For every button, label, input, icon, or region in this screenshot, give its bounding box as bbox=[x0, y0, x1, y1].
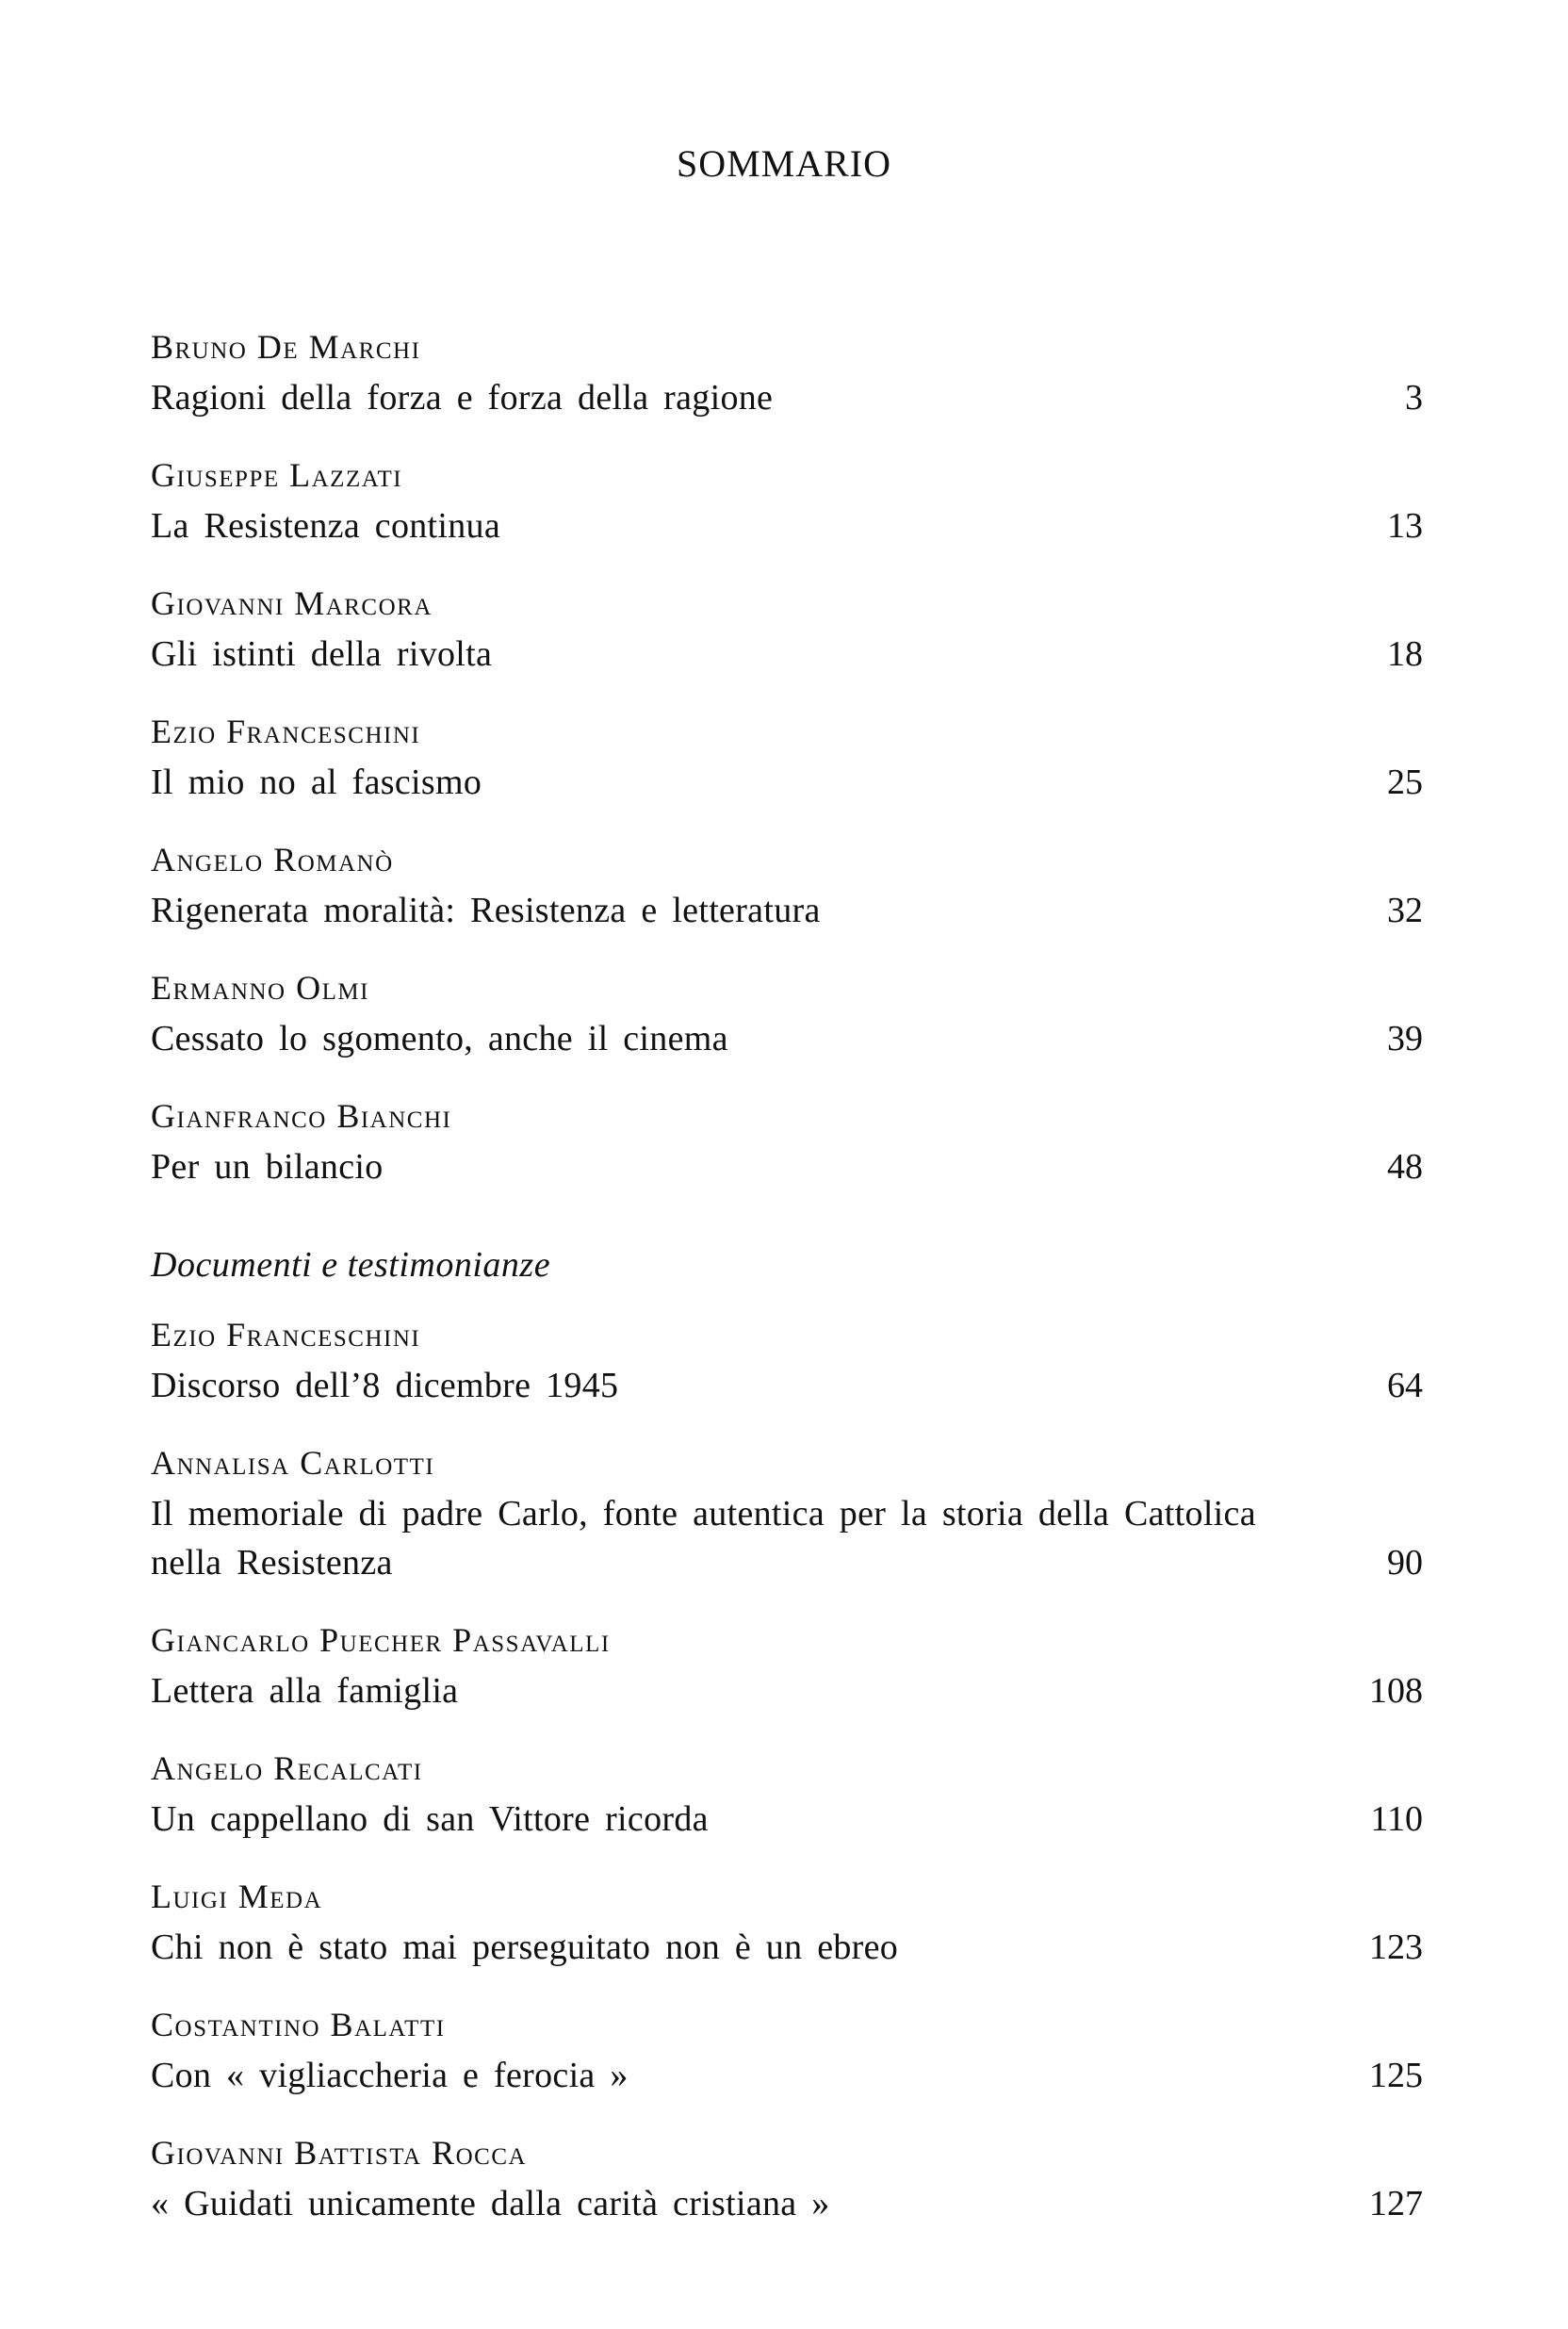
section-heading: Documenti e testimonianze bbox=[151, 1245, 551, 1285]
toc-entry bbox=[151, 1742, 1423, 1844]
entry-author: Giuseppe Lazzati bbox=[151, 456, 403, 494]
entry-title: Con « vigliaccheria e ferocia » bbox=[151, 2056, 629, 2095]
entry-title-row bbox=[151, 1489, 1423, 1587]
entry-title-row bbox=[151, 1795, 1423, 1844]
entry-author: Giancarlo Puecher Passavalli bbox=[151, 1621, 611, 1659]
toc-entry bbox=[151, 833, 1423, 935]
entry-page-number: 39 bbox=[1387, 1019, 1423, 1058]
toc-entry bbox=[151, 320, 1423, 422]
entry-title: Ragioni della forza e forza della ragione bbox=[151, 378, 774, 418]
toc-entry bbox=[151, 1998, 1423, 2100]
entry-page-number: 90 bbox=[1387, 1543, 1423, 1583]
entry-title-row bbox=[151, 758, 1423, 807]
entry-author: Gianfranco Bianchi bbox=[151, 1097, 452, 1135]
entry-title-row bbox=[151, 886, 1423, 935]
entry-title-row bbox=[151, 1142, 1423, 1191]
entry-title-row bbox=[151, 1014, 1423, 1063]
entry-title-row bbox=[151, 1361, 1423, 1410]
entry-author: Costantino Balatti bbox=[151, 2006, 446, 2043]
entry-author: Annalisa Carlotti bbox=[151, 1444, 435, 1482]
entry-title: Gli istinti della rivolta bbox=[151, 634, 493, 674]
toc-entry bbox=[151, 577, 1423, 679]
entry-title: Il mio no al fascismo bbox=[151, 763, 482, 802]
toc-entry bbox=[151, 705, 1423, 807]
entry-title: Cessato lo sgomento, anche il cinema bbox=[151, 1019, 728, 1058]
entry-title: Il memoriale di padre Carlo, fonte autentica per la storia della Cattolica nella Resistenza bbox=[151, 1494, 1256, 1583]
toc-entry bbox=[151, 1436, 1423, 1587]
entry-title-row bbox=[151, 2179, 1423, 2228]
entry-page-number: 123 bbox=[1369, 1927, 1423, 1967]
entry-author: Ermanno Olmi bbox=[151, 969, 369, 1007]
entry-title: Un cappellano di san Vittore ricorda bbox=[151, 1799, 709, 1839]
entry-author: Giovanni Battista Rocca bbox=[151, 2134, 528, 2172]
entry-author: Bruno De Marchi bbox=[151, 328, 421, 366]
entry-page-number: 127 bbox=[1369, 2184, 1423, 2223]
table-of-contents bbox=[151, 320, 1423, 2228]
page-title: SOMMARIO bbox=[676, 142, 892, 185]
entry-title-row bbox=[151, 1666, 1423, 1715]
entry-title: La Resistenza continua bbox=[151, 506, 501, 546]
entry-title-row bbox=[151, 501, 1423, 550]
entry-page-number: 108 bbox=[1369, 1671, 1423, 1711]
toc-entry bbox=[151, 2126, 1423, 2228]
entry-author: Giovanni Marcora bbox=[151, 584, 433, 622]
entry-page-number: 125 bbox=[1369, 2056, 1423, 2095]
toc-entry bbox=[151, 1614, 1423, 1715]
toc-entry bbox=[151, 1870, 1423, 1972]
entry-author: Angelo Romanò bbox=[151, 841, 394, 878]
entry-title: Chi non è stato mai perseguitato non è un ebreo bbox=[151, 1927, 899, 1967]
entry-title: Discorso dell’8 dicembre 1945 bbox=[151, 1366, 619, 1405]
toc-entry bbox=[151, 1308, 1423, 1410]
toc-entry bbox=[151, 449, 1423, 550]
entry-author: Luigi Meda bbox=[151, 1878, 323, 1915]
entry-page-number: 25 bbox=[1387, 763, 1423, 802]
entry-author: Ezio Franceschini bbox=[151, 1316, 421, 1353]
entry-page-number: 64 bbox=[1387, 1366, 1423, 1405]
entry-page-number: 18 bbox=[1387, 634, 1423, 674]
entry-title-row bbox=[151, 630, 1423, 679]
entry-title: Rigenerata moralità: Resistenza e letteratura bbox=[151, 891, 821, 930]
entry-page-number: 32 bbox=[1387, 891, 1423, 930]
entry-title-row bbox=[151, 2051, 1423, 2100]
entry-title-row bbox=[151, 1923, 1423, 1972]
entry-title-row bbox=[151, 373, 1423, 422]
entry-author: Ezio Franceschini bbox=[151, 713, 421, 750]
entry-page-number: 48 bbox=[1387, 1147, 1423, 1187]
entry-title: « Guidati unicamente dalla carità cristiana » bbox=[151, 2184, 830, 2223]
entry-page-number: 110 bbox=[1370, 1799, 1423, 1839]
entry-title: Lettera alla famiglia bbox=[151, 1671, 459, 1711]
entry-author: Angelo Recalcati bbox=[151, 1749, 423, 1787]
entry-page-number: 3 bbox=[1405, 378, 1423, 418]
entry-page-number: 13 bbox=[1387, 506, 1423, 546]
toc-entry bbox=[151, 961, 1423, 1063]
toc-entry bbox=[151, 1090, 1423, 1191]
entry-title: Per un bilancio bbox=[151, 1147, 384, 1187]
